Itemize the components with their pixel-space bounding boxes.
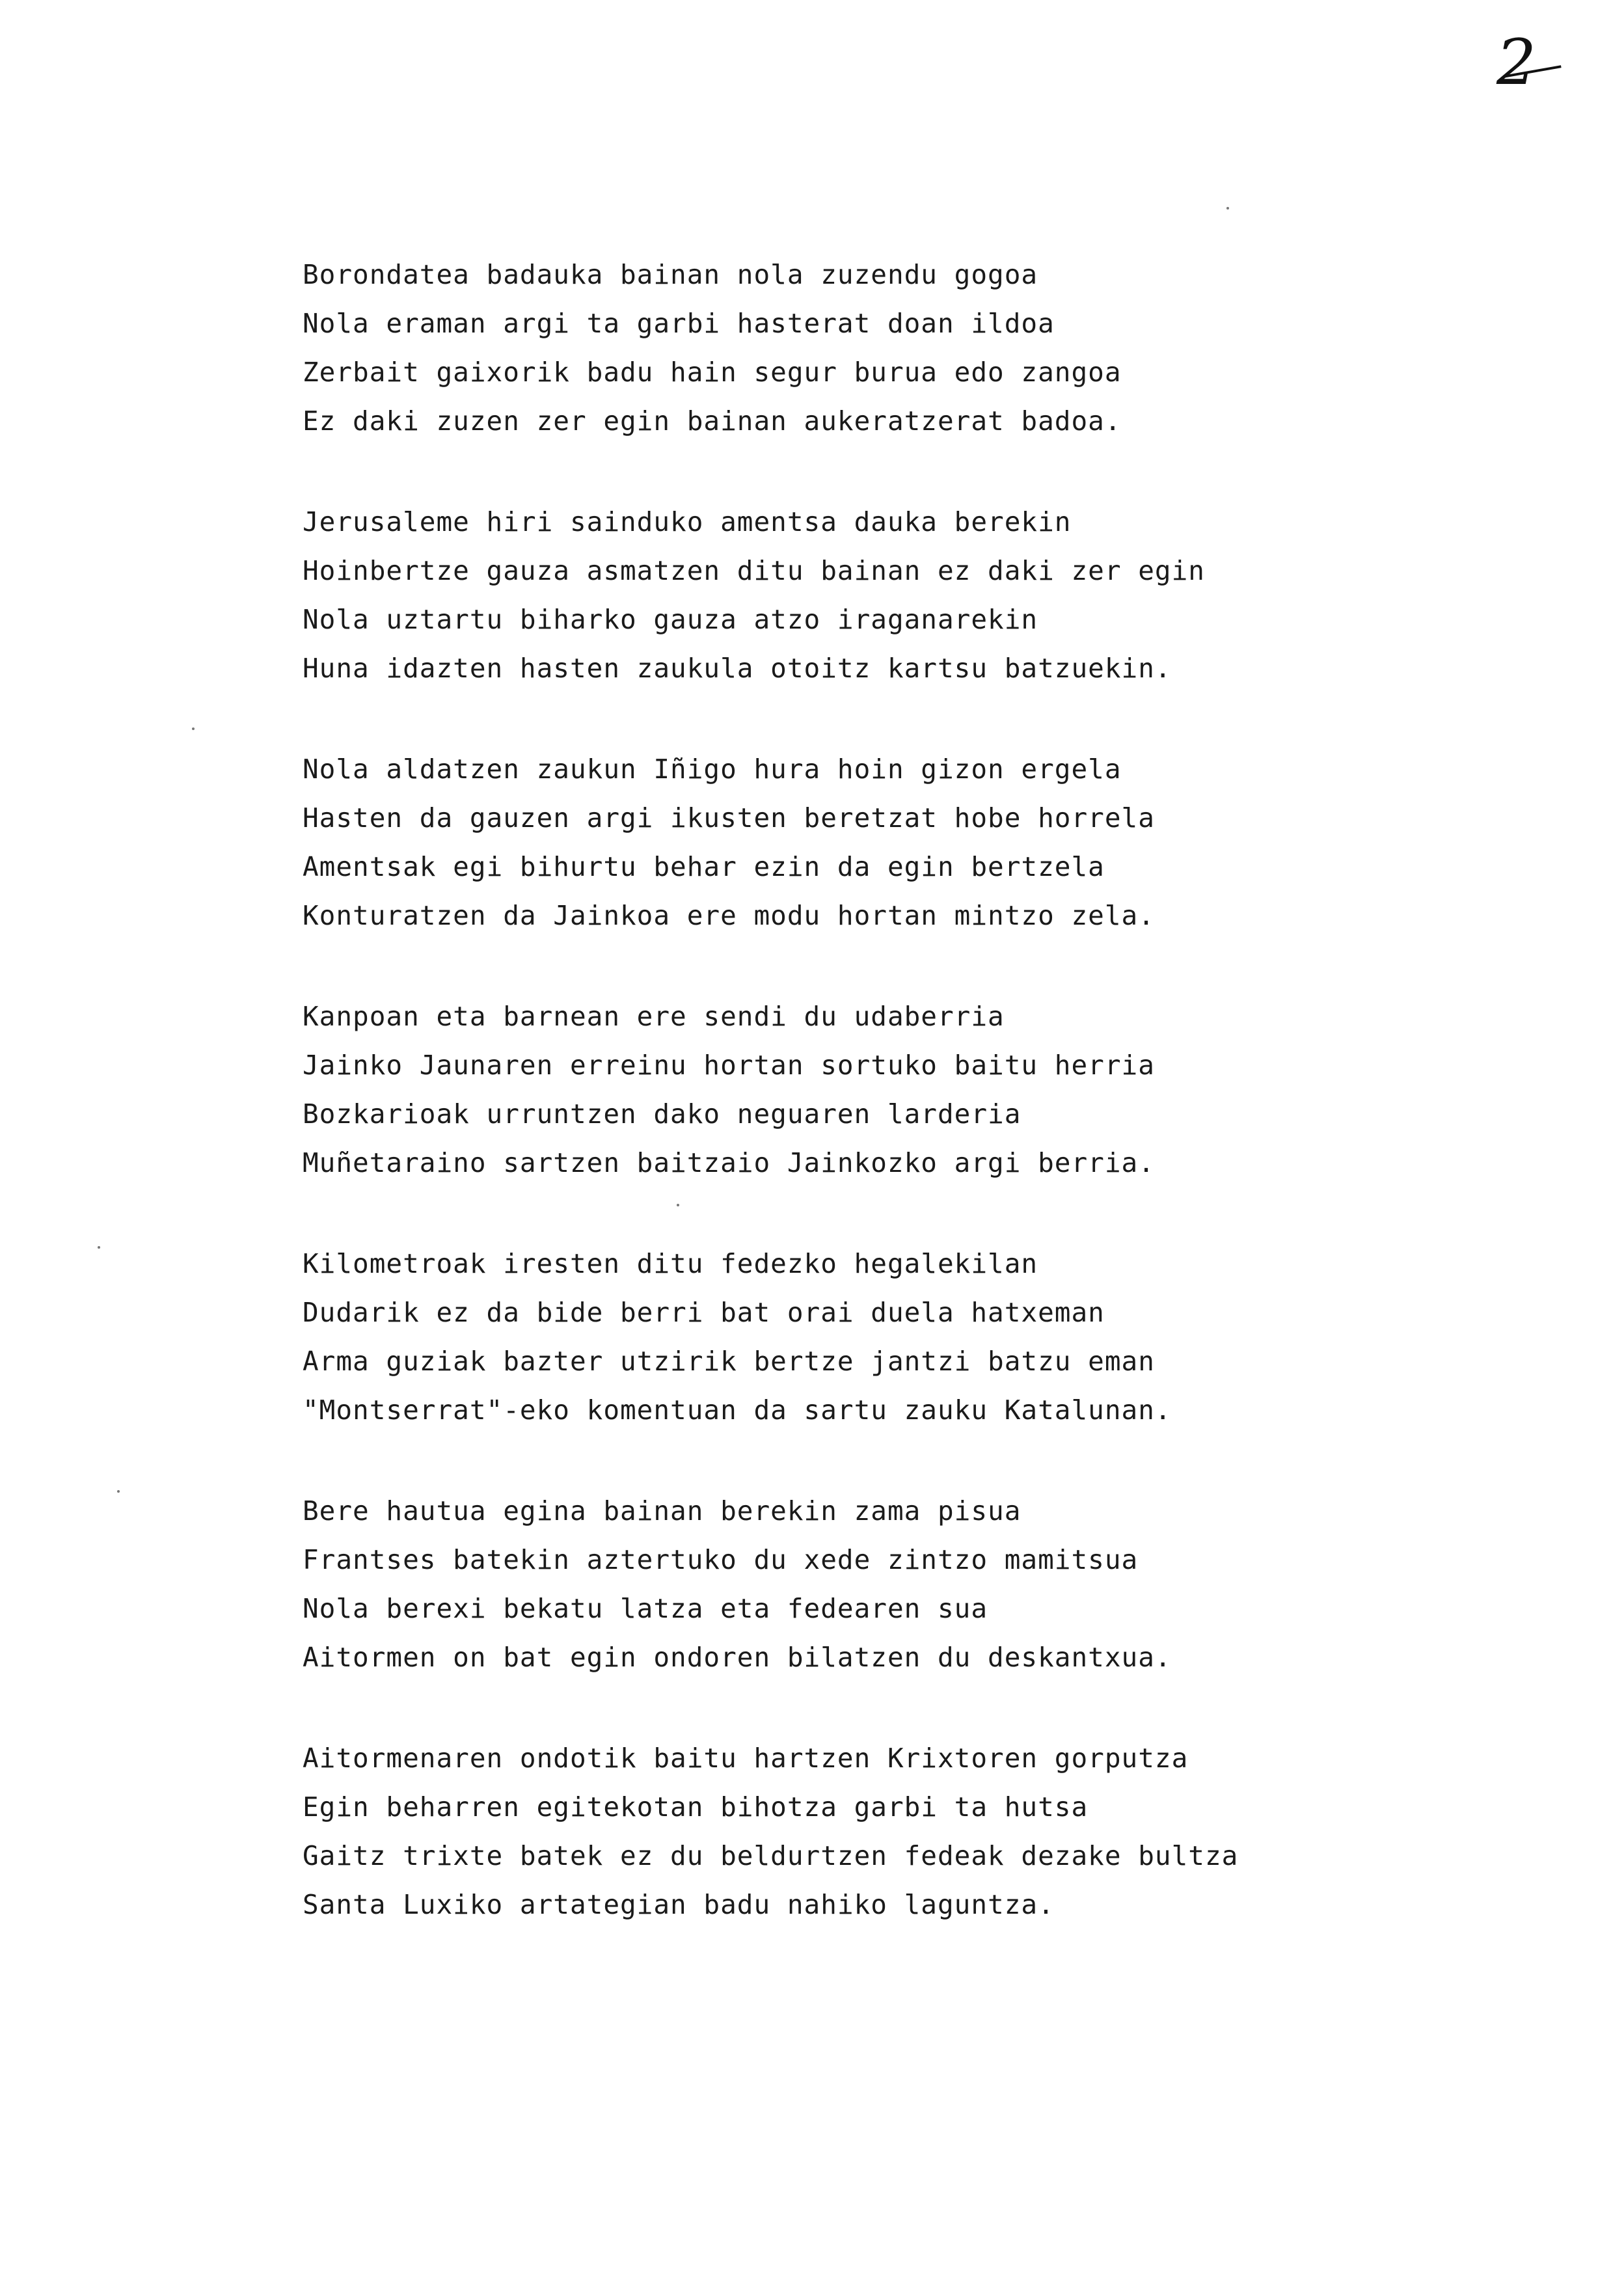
stanza-1 — [303, 251, 1474, 446]
poem-line: Nola eraman argi ta garbi hasterat doan ildoa — [303, 308, 1055, 339]
poem — [303, 251, 1474, 1981]
stanza-2 — [303, 498, 1474, 693]
poem-line: Santa Luxiko artategian badu nahiko laguntza. — [303, 1889, 1055, 1920]
poem-line: Huna idazten hasten zaukula otoitz kartsu batzuekin. — [303, 653, 1172, 684]
poem-line: Nola aldatzen zaukun Iñigo hura hoin gizon ergela — [303, 754, 1122, 785]
stanza-4 — [303, 992, 1474, 1188]
stanza-3 — [303, 745, 1474, 940]
poem-line: Muñetaraino sartzen baitzaio Jainkozko argi berria. — [303, 1147, 1155, 1178]
poem-line: Borondatea badauka bainan nola zuzendu gogoa — [303, 259, 1038, 290]
poem-line: Dudarik ez da bide berri bat orai duela hatxeman — [303, 1297, 1105, 1328]
poem-line: Bere hautua egina bainan berekin zama pisua — [303, 1495, 1022, 1527]
poem-line: "Montserrat"-eko komentuan da sartu zauku Katalunan. — [303, 1394, 1172, 1426]
stanza-7 — [303, 1734, 1474, 1929]
poem-line: Frantses batekin aztertuko du xede zintzo mamitsua — [303, 1544, 1139, 1575]
scan-speck — [192, 727, 195, 730]
poem-line: Ez daki zuzen zer egin bainan aukeratzerat badoa. — [303, 405, 1122, 437]
poem-line: Aitormen on bat egin ondoren bilatzen du deskantxua. — [303, 1642, 1172, 1673]
poem-line: Konturatzen da Jainkoa ere modu hortan mintzo zela. — [303, 900, 1155, 931]
poem-line: Bozkarioak urruntzen dako neguaren larderia — [303, 1098, 1022, 1130]
poem-line: Jerusaleme hiri sainduko amentsa dauka berekin — [303, 506, 1072, 537]
poem-line: Hasten da gauzen argi ikusten beretzat hobe horrela — [303, 802, 1155, 834]
stanza-5 — [303, 1240, 1474, 1435]
poem-line: Egin beharren egitekotan bihotza garbi ta hutsa — [303, 1791, 1089, 1823]
poem-line: Amentsak egi bihurtu behar ezin da egin bertzela — [303, 851, 1105, 882]
scan-speck — [1226, 207, 1229, 210]
poem-line: Nola berexi bekatu latza eta fedearen sua — [303, 1593, 988, 1624]
stanza-6 — [303, 1487, 1474, 1682]
poem-line: Kilometroak iresten ditu fedezko hegalekilan — [303, 1248, 1038, 1279]
poem-line: Jainko Jaunaren erreinu hortan sortuko baitu herria — [303, 1050, 1155, 1081]
page-number: 2 — [1496, 26, 1537, 99]
poem-line: Zerbait gaixorik badu hain segur burua edo zangoa — [303, 357, 1122, 388]
poem-line: Aitormenaren ondotik baitu hartzen Krixtoren gorputza — [303, 1743, 1189, 1774]
scan-speck — [117, 1490, 120, 1493]
poem-line: Kanpoan eta barnean ere sendi du udaberria — [303, 1001, 1005, 1032]
poem-line: Hoinbertze gauza asmatzen ditu bainan ez daki zer egin — [303, 555, 1205, 586]
poem-line: Gaitz trixte batek ez du beldurtzen fedeak dezake bultza — [303, 1840, 1239, 1871]
poem-line: Arma guziak bazter utzirik bertze jantzi batzu eman — [303, 1346, 1155, 1377]
poem-line: Nola uztartu biharko gauza atzo iraganarekin — [303, 604, 1038, 635]
scan-speck — [98, 1246, 100, 1249]
